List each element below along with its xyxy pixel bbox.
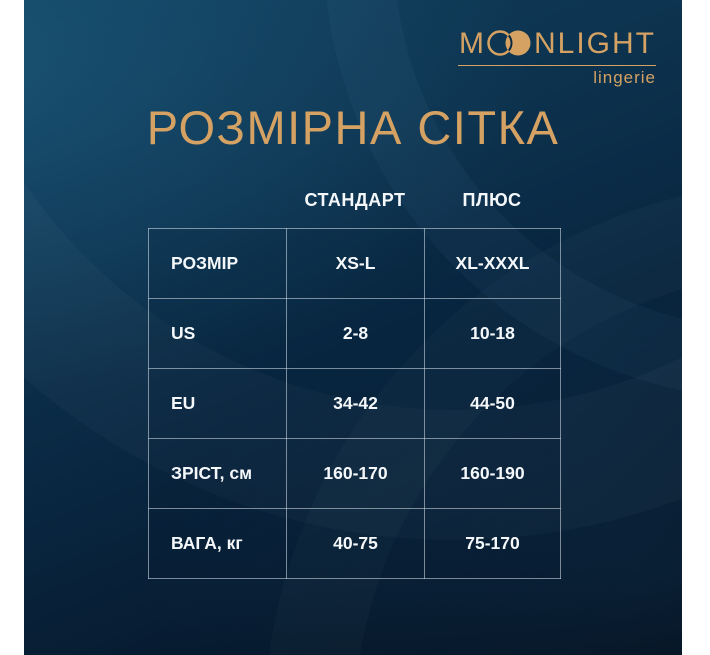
table-row (149, 229, 561, 299)
wordmark-pre: M (459, 27, 486, 60)
standard-value: 34-42 (287, 369, 425, 439)
row-label: EU (149, 369, 287, 439)
plus-value: 10-18 (425, 299, 561, 369)
moonlight-wordmark (458, 22, 656, 64)
standard-value: 160-170 (287, 439, 425, 509)
column-header-plus: ПЛЮС (462, 190, 522, 210)
moon-logo-icon (489, 31, 531, 56)
plus-value: 160-190 (425, 439, 561, 509)
plus-value: 44-50 (425, 369, 561, 439)
brand-logo (458, 22, 656, 88)
standard-value: 2-8 (287, 299, 425, 369)
size-chart-poster (24, 0, 682, 655)
table-row (149, 299, 561, 369)
row-label: ЗРІСТ, см (149, 439, 287, 509)
column-header-standard: СТАНДАРТ (304, 190, 406, 210)
row-label: US (149, 299, 287, 369)
row-label: ВАГА, кг (149, 509, 287, 579)
table-row (149, 439, 561, 509)
size-table (148, 228, 561, 579)
standard-value: 40-75 (287, 509, 425, 579)
table-row (149, 509, 561, 579)
table-row (149, 369, 561, 439)
logo-underline (458, 65, 656, 66)
standard-value: XS-L (287, 229, 425, 299)
table-column-headers (148, 190, 560, 211)
plus-value: 75-170 (425, 509, 561, 579)
plus-value: XL-XXXL (425, 229, 561, 299)
row-label: РОЗМІР (149, 229, 287, 299)
page-title: РОЗМІРНА СІТКА (146, 101, 560, 154)
wordmark-post: NLIGHT (534, 27, 656, 60)
logo-tagline: lingerie (593, 68, 656, 87)
column-header-spacer (148, 190, 286, 211)
